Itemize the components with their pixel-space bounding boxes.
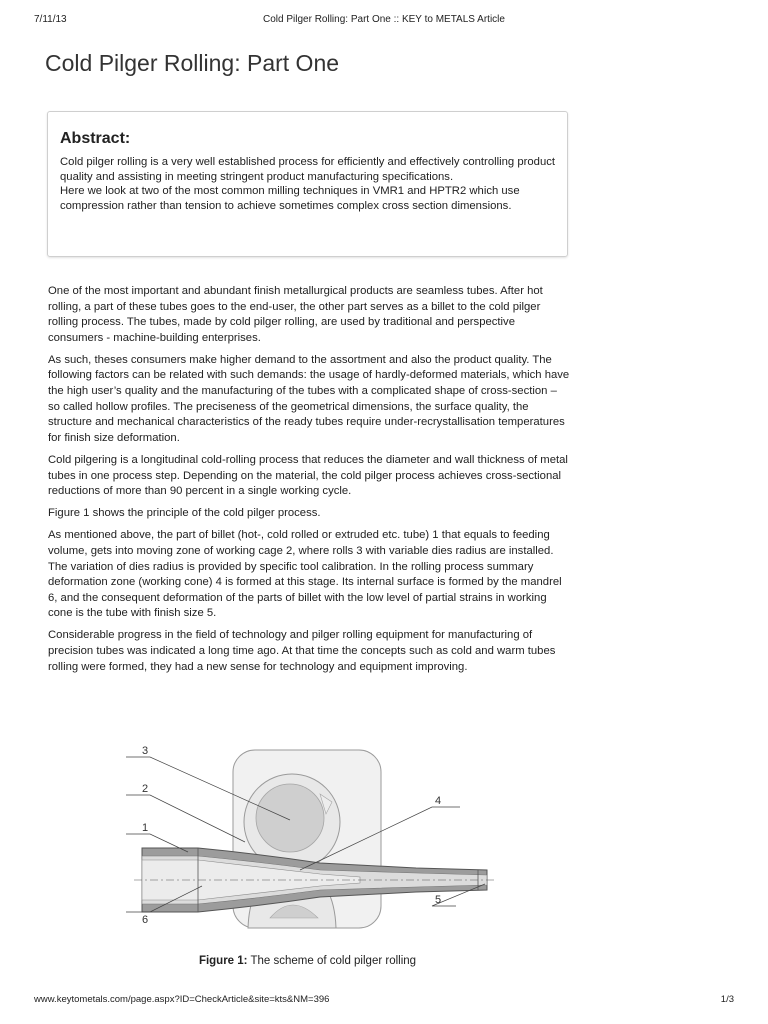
figure-label-3: 3 — [142, 745, 149, 757]
body-paragraph: As such, theses consumers make higher demand to the assortment and also the product quality. The following factors can be related with such demands: the usage of hardly-deformed materials, which have the high user’s quality and the manufacturing of the tubes with a complicated shape of cross-section – so called hollow profiles. The preciseness of the geometrical dimensions, the surface quality, the structure and mechanical characteristics of the ready tubes require under-recrystallisation temperatures for finish size deformation. — [48, 353, 570, 444]
abstract-box — [47, 111, 568, 257]
figure-label-2: 2 — [142, 783, 149, 795]
cold-pilger-scheme-figure — [120, 742, 500, 932]
article-body — [48, 284, 570, 682]
body-paragraph: Considerable progress in the field of technology and pilger rolling equipment for manufacturing of precision tubes was indicated a long time ago. At that time the concepts such as cold and warm tubes rolling were formed, they had a new sense for technology and equipment improving. — [48, 629, 556, 673]
print-date: 7/11/13 — [34, 14, 67, 25]
figure-caption — [0, 955, 615, 967]
abstract-paragraph: Here we look at two of the most common milling techniques in VMR1 and HPTR2 which use compression rather than tension to achieve sometimes complex cross section dimensions. — [60, 185, 520, 212]
figure-label-4: 4 — [435, 795, 442, 807]
figure-caption-label: Figure 1: — [198, 955, 248, 967]
article-title: Cold Pilger Rolling: Part One — [45, 50, 340, 76]
upper-roll-die — [256, 784, 324, 852]
abstract-body — [60, 155, 555, 213]
figure-caption-text: The scheme of cold pilger rolling — [247, 955, 417, 967]
print-footer-url: www.keytometals.com/page.aspx?ID=CheckArticle&site=kts&NM=396 — [34, 994, 330, 1005]
abstract-paragraph: Cold pilger rolling is a very well established process for efficiently and effectively controlling product quality and assisting in meeting stringent product manufacturing specifications. — [60, 156, 556, 183]
abstract-heading: Abstract: — [60, 130, 131, 147]
figure-label-1: 1 — [142, 822, 149, 834]
print-header-title: Cold Pilger Rolling: Part One :: KEY to METALS Article — [263, 14, 505, 25]
body-paragraph: As mentioned above, the part of billet (hot-, cold rolled or extruded etc. tube) 1 that equals to feeding volume, gets into moving zone of working cage 2, where rolls 3 with variable dies radius are installed. The variation of dies radius is provided by specific tool calibration. In the rolling process summary deformation zone (working cone) 4 is formed at this stage. Its internal surface is formed by the mandrel 6, and the consequent deformation of the parts of billet with the low level of partial strains in working cone is the tube with finish size 5. — [48, 529, 562, 620]
body-paragraph: Figure 1 shows the principle of the cold pilger process. — [48, 507, 321, 520]
figure-label-6: 6 — [142, 914, 149, 926]
print-page-number: 1/3 — [720, 994, 734, 1005]
body-paragraph: One of the most important and abundant finish metallurgical products are seamless tubes. After hot rolling, a part of these tubes goes to the end-user, the other part serves as a billet to the cold pilger rolling process. The tubes, made by cold pilger rolling, are used by traditional and perspective consumers - machine-building enterprises. — [48, 285, 543, 344]
leader-line-2 — [126, 795, 245, 842]
figure-label-5: 5 — [435, 894, 442, 906]
body-paragraph: Cold pilgering is a longitudinal cold-rolling process that reduces the diameter and wall thickness of metal tubes in one process step. Depending on the material, the cold pilger process achieves cross-sectional reductions of more than 90 percent in a single working cycle. — [48, 453, 568, 498]
